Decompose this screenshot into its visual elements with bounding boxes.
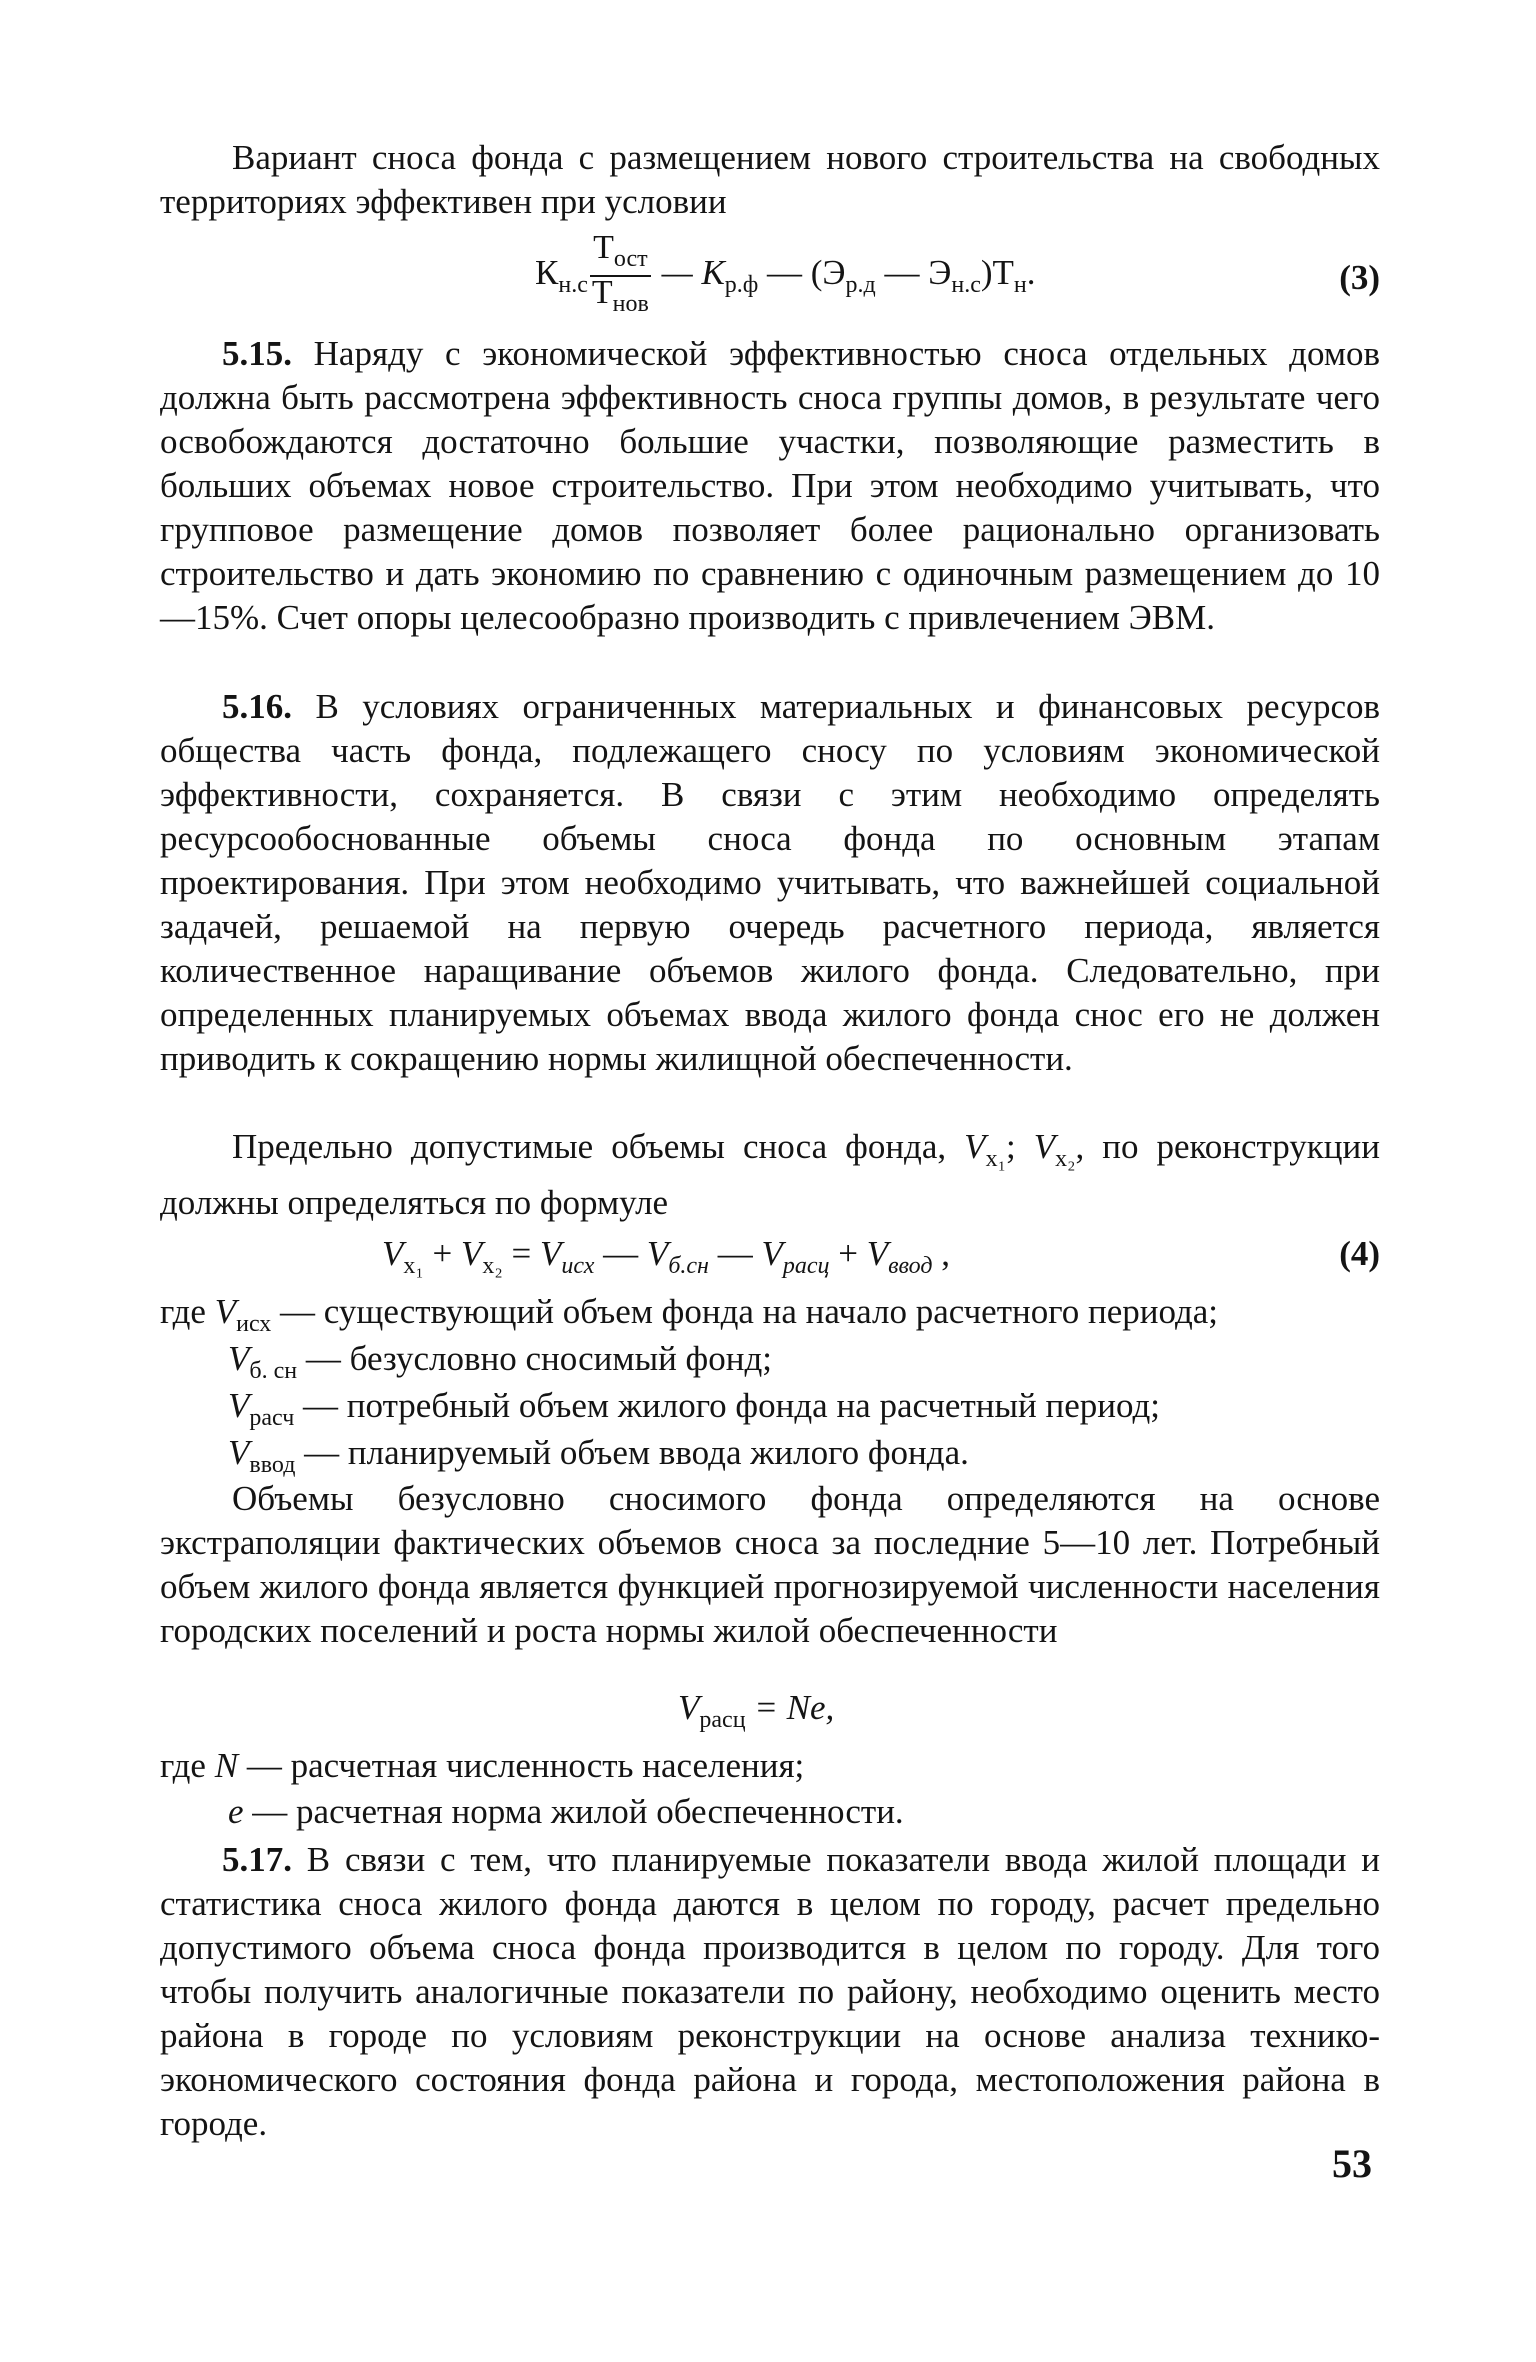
formula-3 (160, 229, 1380, 317)
section-5-16: 5.16. В условиях ограниченных материальных и финансовых ресурсов общества часть фонда, подлежащего сносу по условиям экономической эффективности, сохраняется. В связи с этим необходимо определять ресурсообоснованные объемы сноса фонда по основным этапам проектирования. При этом необходимо учитывать, что важнейшей социальной задачей, решаемой на первую очередь расчетного периода, является количественное наращивание объемов жилого фонда. Следовательно, при определенных планируемых объемах ввода жилого фонда снос его не должен приводить к сокращению нормы жилищной обеспеченности. (160, 687, 1381, 1078)
formula-4-number: (4) (1339, 1234, 1380, 1273)
definition-v-isx: где $V_{исх}$ — существующий объем фонда на начало расчетного периода; (160, 1292, 1219, 1337)
definition-v-rasch: $V_{расч}$ — потребный объем жилого фонда на расчетный период; (228, 1386, 1160, 1431)
limit-volumes-paragraph: Предельно допустимые объемы сноса фонда, $V_{x_1}$; $V_{x_2}$, по реконструкции должны определяться по формуле (160, 1127, 1380, 1222)
formula-4 (160, 1232, 1380, 1292)
definition-e: e — расчетная норма жилой обеспеченности. (228, 1792, 904, 1831)
formula-5 (160, 1686, 1380, 1746)
intro-paragraph: Вариант сноса фонда с размещением нового строительства на свободных территориях эффективен при условии (160, 138, 1380, 221)
section-5-15: 5.15. Наряду с экономической эффективностью сноса отдельных домов должна быть рассмотрена эффективность сноса группы домов, в результате чего освобождаются достаточно большие участки, позволяющие разместить в больших объемах новое строительство. При этом необходимо учитывать, что групповое размещение домов позволяет более рационально организовать строительство и дать экономию по сравнению с одиночным размещением до 10—15%. Счет опоры целесообразно производить с привлечением ЭВМ. (160, 334, 1381, 637)
formula-4-expression: $V_{x_1} + V_{x_2} = V_{исх}$ — $V_{б.сн}$ — $V_{расц} + V_{ввод}$ , (382, 1234, 950, 1279)
page-number: 53 (1332, 2141, 1372, 2186)
definition-v-vvod: $V_{ввод}$ — планируемый объем ввода жилого фонда. (228, 1433, 969, 1478)
section-5-17: 5.17. В связи с тем, что планируемые показатели ввода жилой площади и статистика сноса жилого фонда даются в целом по городу, расчет предельно допустимого объема сноса фонда производится в целом по городу. Для того чтобы получить аналогичные показатели по району, необходимо оценить место района в городе по условиям реконструкции на основе анализа технико-экономического состояния фонда района и города, местоположения района в городе. (160, 1840, 1380, 2143)
formula-5-expression: $V_{расц} = Ne$, (678, 1688, 835, 1733)
formula-3-number: (3) (1339, 258, 1380, 297)
formula-3-fraction: $\frac{Т_{ост}}{Т_{нов}}$ (591, 229, 649, 317)
definition-n: где N — расчетная численность населения; (160, 1746, 805, 1785)
formula-3-expression: $К_{н.с}$ $\frac{Т_{ост}}{Т_{нов}}$ — $К_{р.ф}$ — ($Э_{р.д}$ — $Э_{н.с})Т_н$. (535, 232, 1036, 320)
volumes-paragraph: Объемы безусловно сносимого фонда определяются на основе экстраполяции фактических объемов сноса за последние 5—10 лет. Потребный объем жилого фонда является функцией прогнозируемой численности населения городских поселений и роста нормы жилой обеспеченности (160, 1479, 1380, 1650)
definition-v-bsn: $V_{б. сн}$ — безусловно сносимый фонд; (228, 1339, 773, 1384)
